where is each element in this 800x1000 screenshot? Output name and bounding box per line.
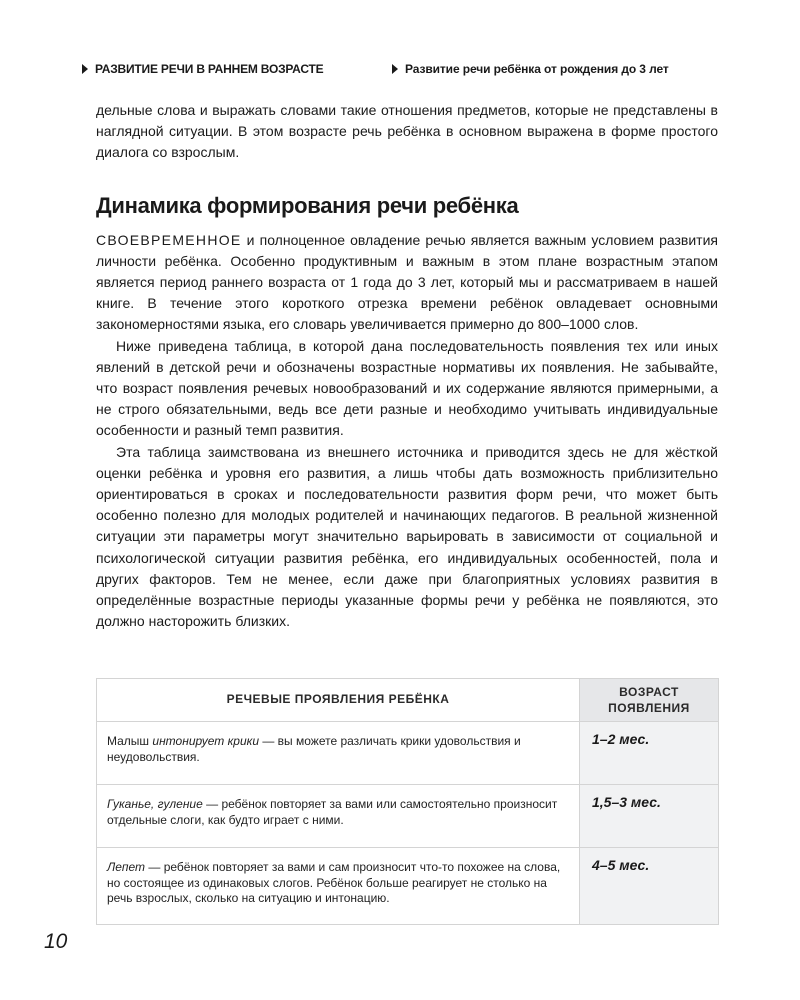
running-head bbox=[82, 62, 720, 80]
paragraph-lead-word: СВОЕВРЕМЕННОЕ bbox=[96, 231, 242, 248]
section-paragraph-2: Ниже приведена таблица, в которой дана последовательность появления тех или иных явлений в детской речи и обозначены возрастные нормативы их появления. Не забывайте, что возраст появления речевых новообразований и их содержание являются примерными, а не строго обязательными, ведь все дети разные и необходимо учитывать индивидуальные особенности и разный темп развития. bbox=[96, 337, 718, 439]
table-cell-age: 1–2 мес. bbox=[580, 722, 719, 785]
table-row bbox=[97, 722, 719, 785]
intro-paragraph: дельные слова и выражать словами такие отношения предметов, которые не представлены в наглядной ситуации. В этом возрасте речь ребёнка в основном выражена в форме простого диалога со взрослым. bbox=[96, 102, 718, 161]
running-head-right bbox=[392, 62, 669, 76]
table-header-row bbox=[97, 679, 719, 722]
table-row bbox=[97, 785, 719, 848]
cell-term: Лепет bbox=[107, 860, 146, 874]
running-head-right-text: Развитие речи ребёнка от рождения до 3 лет bbox=[405, 62, 669, 76]
section-paragraph-3: Эта таблица заимствована из внешнего источника и приводится здесь не для жёсткой оценки ребёнка и уровня его развития, а лишь чтобы дать возможность приблизительно ориентироваться в сроках и последовательности развития форм речи, что может быть особенно полезно для молодых родителей и начинающих педагогов. В реальной жизненной ситуации эти параметры могут значительно варьировать в зависимости от социальной и психологической ситуации развития ребёнка, его индивидуальных особенностей, пола и других факторов. Тем не менее, если даже при благоприятных условиях развития в определённые возрастные периоды указанные формы речи у ребёнка не появляются, это должно насторожить близких. bbox=[96, 443, 718, 630]
page-content bbox=[96, 100, 718, 632]
running-head-left-text: РАЗВИТИЕ РЕЧИ В РАННЕМ ВОЗРАСТЕ bbox=[95, 62, 324, 76]
section-paragraph-1 bbox=[96, 230, 718, 336]
cell-text: — ребёнок повторяет за вами и сам произносит что-то похожее на слова, но состоящее из одинаковых слогов. Ребёнок больше реагирует не столько на речь взрослых, сколько на ситуацию и интонацию. bbox=[107, 860, 561, 905]
table-cell-description bbox=[97, 785, 580, 848]
column-header-age: ВОЗРАСТ ПОЯВЛЕНИЯ bbox=[580, 679, 719, 722]
triangle-right-icon bbox=[392, 64, 398, 74]
cell-prefix: Малыш bbox=[107, 734, 153, 748]
cell-term: интонирует крики bbox=[152, 734, 259, 748]
page-number: 10 bbox=[44, 930, 68, 953]
table-cell-age: 4–5 мес. bbox=[580, 848, 719, 925]
cell-term: Гуканье, гуление bbox=[107, 797, 203, 811]
cell-text: — ребёнок повторяет за вами или самостоятельно произносит отдельные слоги, как будто играет с ними. bbox=[107, 797, 558, 827]
column-header-speech: РЕЧЕВЫЕ ПРОЯВЛЕНИЯ РЕБЁНКА bbox=[97, 679, 580, 722]
table-row bbox=[97, 848, 719, 925]
triangle-right-icon bbox=[82, 64, 88, 74]
section-title: Динамика формирования речи ребёнка bbox=[96, 192, 519, 218]
running-head-left bbox=[82, 62, 323, 76]
table-cell-age: 1,5–3 мес. bbox=[580, 785, 719, 848]
cell-text: — вы можете различать крики удовольствия и неудовольствия. bbox=[107, 734, 521, 764]
speech-development-table bbox=[96, 678, 719, 925]
table-cell-description bbox=[97, 722, 580, 785]
paragraph-1-rest: и полноценное овладение речью является важным условием развития личности ребёнка. Особенно продуктивным и важным в этом плане возрастным этапом является период раннего возраста от 1 года до 3 лет, который мы и рассматриваем в нашей книге. В течение этого короткого отрезка времени ребёнок овладевает основными закономерностями языка, его словарь увеличивается примерно до 800–1000 слов. bbox=[96, 231, 718, 333]
table-cell-description bbox=[97, 848, 580, 925]
